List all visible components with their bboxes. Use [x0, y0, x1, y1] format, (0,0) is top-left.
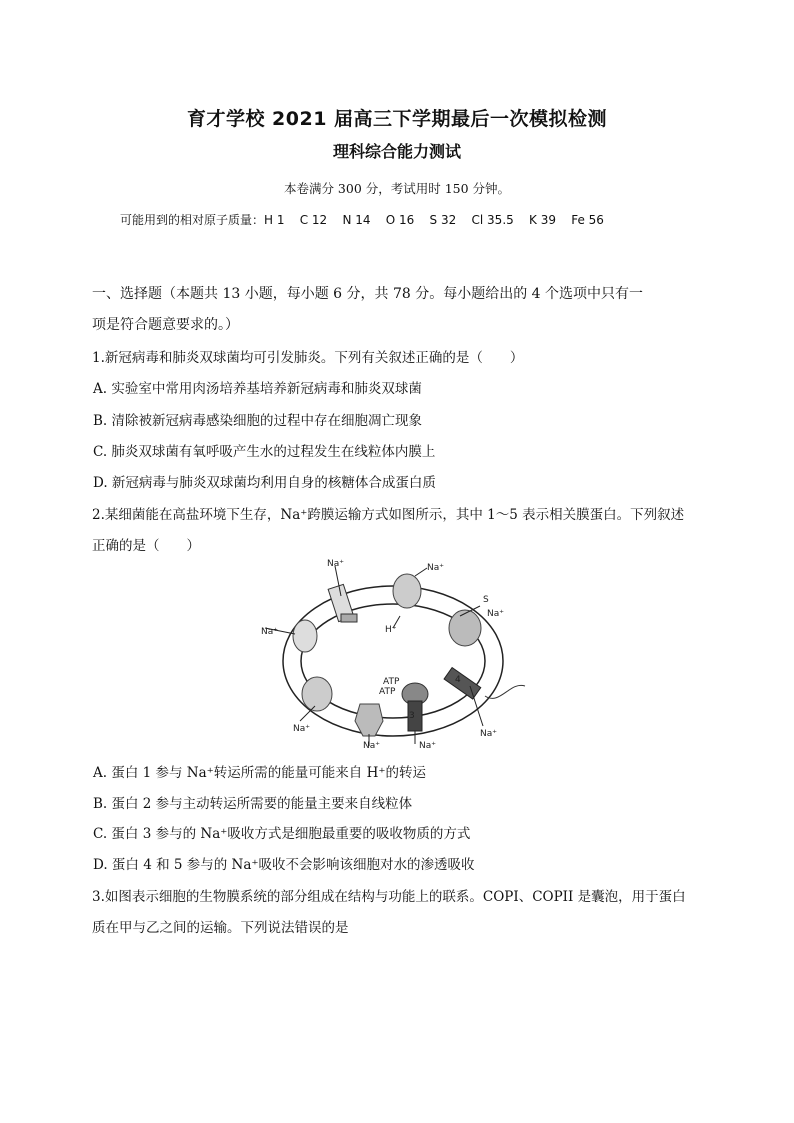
label-na-bottom-mid: Na⁺ [419, 741, 436, 751]
question-2-stem-line1: 2.某细菌能在高盐环境下生存，Na⁺跨膜运输方式如图所示，其中 1～5 表示相关膜蛋白。下列叙述 [92, 507, 685, 523]
label-na-top-left: Na⁺ [327, 559, 344, 569]
label-na-left: Na⁺ [261, 627, 278, 637]
label-na-bottom: Na⁺ [363, 741, 380, 751]
question-2-stem-line2: 正确的是（ ） [92, 538, 200, 554]
label-na-right: Na⁺ [487, 609, 504, 619]
question-1-stem: 1.新冠病毒和肺炎双球菌均可引发肺炎。下列有关叙述正确的是（ ） [92, 350, 524, 366]
exam-subtitle: 理科综合能力测试 [332, 142, 461, 161]
label-na-bottom-left: Na⁺ [293, 724, 310, 734]
exam-title: 育才学校 2021 届高三下学期最后一次模拟检测 [186, 108, 608, 130]
question-2-option-b: B. 蛋白 2 参与主动转运所需要的能量主要来自线粒体 [93, 796, 413, 812]
atomic-masses: 可能用到的相对原子质量：H 1 C 12 N 14 O 16 S 32 Cl 35.5 K 39 Fe 56 [120, 213, 604, 227]
label-atp-2: ATP [379, 687, 396, 697]
question-1-option-c: C. 肺炎双球菌有氧呼吸产生水的过程发生在线粒体内膜上 [93, 444, 436, 460]
label-s: S [483, 595, 489, 605]
label-na-bottom-right: Na⁺ [480, 729, 497, 739]
label-protein-3: 3 [409, 711, 415, 721]
question-2-option-c: C. 蛋白 3 参与的 Na⁺吸收方式是细胞最重要的吸收物质的方式 [93, 826, 471, 842]
question-1-option-b: B. 清除被新冠病毒感染细胞的过程中存在细胞凋亡现象 [93, 413, 423, 429]
question-2-option-d: D. 蛋白 4 和 5 参与的 Na⁺吸收不会影响该细胞对水的渗透吸收 [93, 857, 475, 873]
protein-1-shape [328, 584, 357, 622]
membrane-transport-diagram [255, 556, 545, 751]
label-na-top-right: Na⁺ [427, 563, 444, 573]
question-3-stem-line1: 3.如图表示细胞的生物膜系统的部分组成在结构与功能上的联系。COPI、COPII 是囊泡，用于蛋白 [92, 889, 686, 905]
label-protein-4: 4 [455, 675, 461, 685]
question-2-option-a: A. 蛋白 1 参与 Na⁺转运所需的能量可能来自 H⁺的转运 [93, 765, 426, 781]
section-heading-line2: 项是符合题意要求的。） [92, 317, 239, 333]
question-3-stem-line2: 质在甲与乙之间的运输。下列说法错误的是 [92, 920, 349, 936]
exam-info: 本卷满分 300 分，考试用时 150 分钟。 [283, 181, 511, 196]
label-atp-1: ATP [383, 677, 400, 687]
question-1-option-d: D. 新冠病毒与肺炎双球菌均利用自身的核糖体合成蛋白质 [93, 475, 436, 491]
label-h: H⁺ [385, 625, 397, 635]
section-heading-line1: 一、选择题（本题共 13 小题，每小题 6 分，共 78 分。每小题给出的 4 个选项中只有一 [92, 286, 644, 302]
question-1-option-a: A. 实验室中常用肉汤培养基培养新冠病毒和肺炎双球菌 [93, 381, 422, 397]
